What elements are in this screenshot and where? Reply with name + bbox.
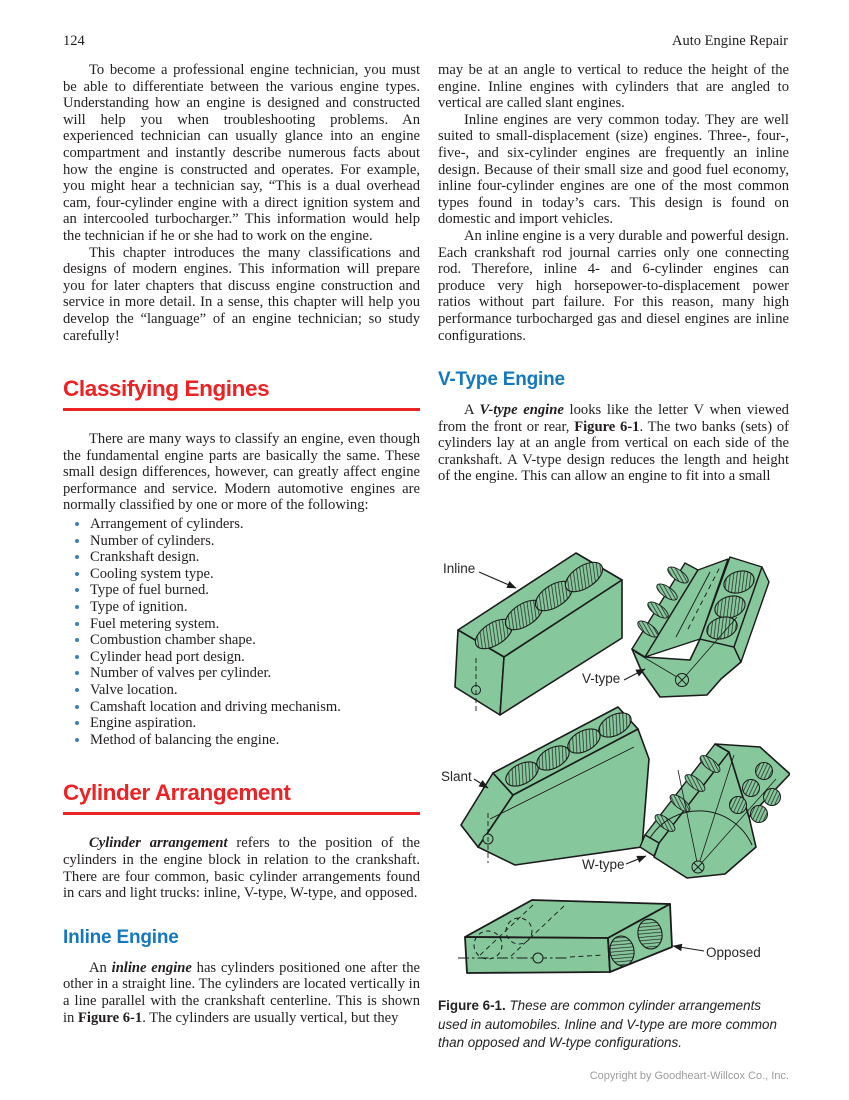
w-type-arrow: [626, 856, 646, 864]
classify-paragraph: There are many ways to classify an engine, even though the fundamental engine parts are basically the same. These small design differences, however, can greatly affect engine performance and service. Modern automotive engines are normally classified by one or more of the following:: [63, 431, 420, 514]
term-v-type-engine: V-type engine: [479, 402, 564, 419]
list-item: • Cooling system type.: [90, 566, 420, 583]
inline-common-paragraph: Inline engines are very common today. They are well suited to small-displacement (size) engines. Three-, four-, five-, and six-cylinder engines are frequently an inline design. Because of their small size and good fuel economy, inline four-cylinder engines are one of the most common types found in today’s cars. This design is found on domestic and import vehicles.: [438, 111, 789, 228]
inline-engine-block: [455, 553, 622, 715]
page-number: 124: [63, 33, 85, 49]
copyright-notice: Copyright by Goodheart-Willcox Co., Inc.: [589, 1069, 789, 1082]
list-item: • Method of balancing the engine.: [90, 732, 420, 749]
slant-engine-block: [461, 707, 649, 865]
inline-durable-paragraph: An inline engine is a very durable and powerful design. Each crankshaft rod journal carries only one connecting rod. Therefore, inline 4- and 6-cylinder engines can produce very high horsepower-to-displacement power ratios without part failure. For this reason, many high performance turbocharged gas and diesel engines are inline configurations.: [438, 227, 789, 344]
list-item: • Combustion chamber shape.: [90, 632, 420, 649]
inline-engine-paragraph: [63, 960, 420, 1026]
list-item: • Valve location.: [90, 682, 420, 699]
figure-label-w-type: W-type: [582, 857, 625, 873]
section-heading-classifying-engines: Classifying Engines: [63, 376, 270, 402]
figure-label-slant: Slant: [441, 769, 472, 785]
v-type-arrow: [624, 669, 645, 680]
figure-caption: [438, 997, 789, 1053]
term-cylinder-arrangement: Cylinder arrangement: [89, 835, 228, 852]
engine-arrangements-illustration: [438, 517, 790, 987]
figure-label-inline: Inline: [443, 561, 476, 577]
figure-caption-number: Figure 6-1.: [438, 998, 506, 1014]
list-item: • Number of valves per cylinder.: [90, 665, 420, 682]
paragraph-text: An: [89, 959, 112, 976]
paragraph-text: refers to the position of the cylinders in the engine block in relation to the crankshaft. There are four common, basic cylinder arrangements found in cars and light trucks: inline, V-type, W-type, and opposed.: [63, 835, 420, 902]
paragraph-text: looks like the letter V when viewed from the front or rear,: [438, 402, 789, 435]
paragraph-text: . The two banks (sets) of cylinders lay at an angle from vertical on each side of the crankshaft. A V-type design reduces the length and height of the engine. This can allow an engine to fit into a small: [438, 418, 789, 485]
inline-arrow: [479, 572, 516, 588]
list-item: • Cylinder head port design.: [90, 649, 420, 666]
figure-label-v-type: V-type: [582, 671, 621, 687]
red-rule: [63, 408, 420, 411]
list-item: • Engine aspiration.: [90, 715, 420, 732]
term-inline-engine: inline engine: [111, 959, 192, 976]
red-rule: [63, 812, 420, 815]
classification-list: [63, 516, 420, 748]
figure-reference: Figure 6-1: [574, 418, 640, 435]
list-item: • Camshaft location and driving mechanism.: [90, 699, 420, 716]
opposed-engine-block: [458, 900, 672, 973]
section-heading-cylinder-arrangement: Cylinder Arrangement: [63, 780, 291, 806]
subheading-v-type-engine: V-Type Engine: [438, 369, 565, 391]
subheading-inline-engine: Inline Engine: [63, 926, 179, 948]
paragraph-text: . The cylinders are usually vertical, but they: [142, 1009, 399, 1026]
list-item: • Type of ignition.: [90, 599, 420, 616]
left-column: [63, 62, 420, 1026]
list-item: • Arrangement of cylinders.: [90, 516, 420, 533]
list-item: • Number of cylinders.: [90, 533, 420, 550]
running-title: Auto Engine Repair: [672, 33, 788, 49]
continued-paragraph: may be at an angle to vertical to reduce the height of the engine. Inline engines with cylinders that are angled to vertical are called slant engines.: [438, 62, 789, 112]
list-item: • Type of fuel burned.: [90, 582, 420, 599]
figure-label-opposed: Opposed: [706, 945, 761, 961]
intro-paragraph-2: This chapter introduces the many classifications and designs of modern engines. This information will prepare you for later chapters that discuss engine construction and service in more detail. In a sense, this chapter will help you develop the “language” of an engine technician; so study carefully!: [63, 244, 420, 344]
opposed-arrow: [673, 946, 704, 951]
paragraph-text: A: [464, 402, 480, 419]
cylinder-arrangement-paragraph: [63, 835, 420, 901]
list-item: • Fuel metering system.: [90, 616, 420, 633]
intro-paragraph-1: To become a professional engine technician, you must be able to differentiate between the various engine types. Understanding how an engine is designed and constructed will help you when troubleshooting problems. An experienced technician can usually glance into an engine compartment and instantly describe numerous facts about how the engine is constructed and operates. For example, you might hear a technician say, “This is a dual overhead cam, four-cylinder engine with a direct ignition system and an intercooled turbocharger.” This information would help the technician if he or she had to work on the engine.: [63, 62, 420, 244]
figure-caption-text: These are common cylinder arrangements used in automobiles. Inline and V-type are more common than opposed and W-type configurations.: [438, 998, 777, 1051]
v-type-paragraph: [438, 402, 789, 485]
w-type-engine-block: [640, 744, 790, 878]
figure-6-1: [438, 517, 790, 987]
paragraph-text: has cylinders positioned one after the other in a straight line. The cylinders are located vertically in a line parallel with the crankshaft centerline. This is shown in: [63, 959, 420, 1026]
right-column: [438, 62, 789, 1084]
list-item: • Crankshaft design.: [90, 549, 420, 566]
v-type-engine-block: [632, 557, 769, 697]
figure-reference: Figure 6-1: [78, 1009, 143, 1026]
